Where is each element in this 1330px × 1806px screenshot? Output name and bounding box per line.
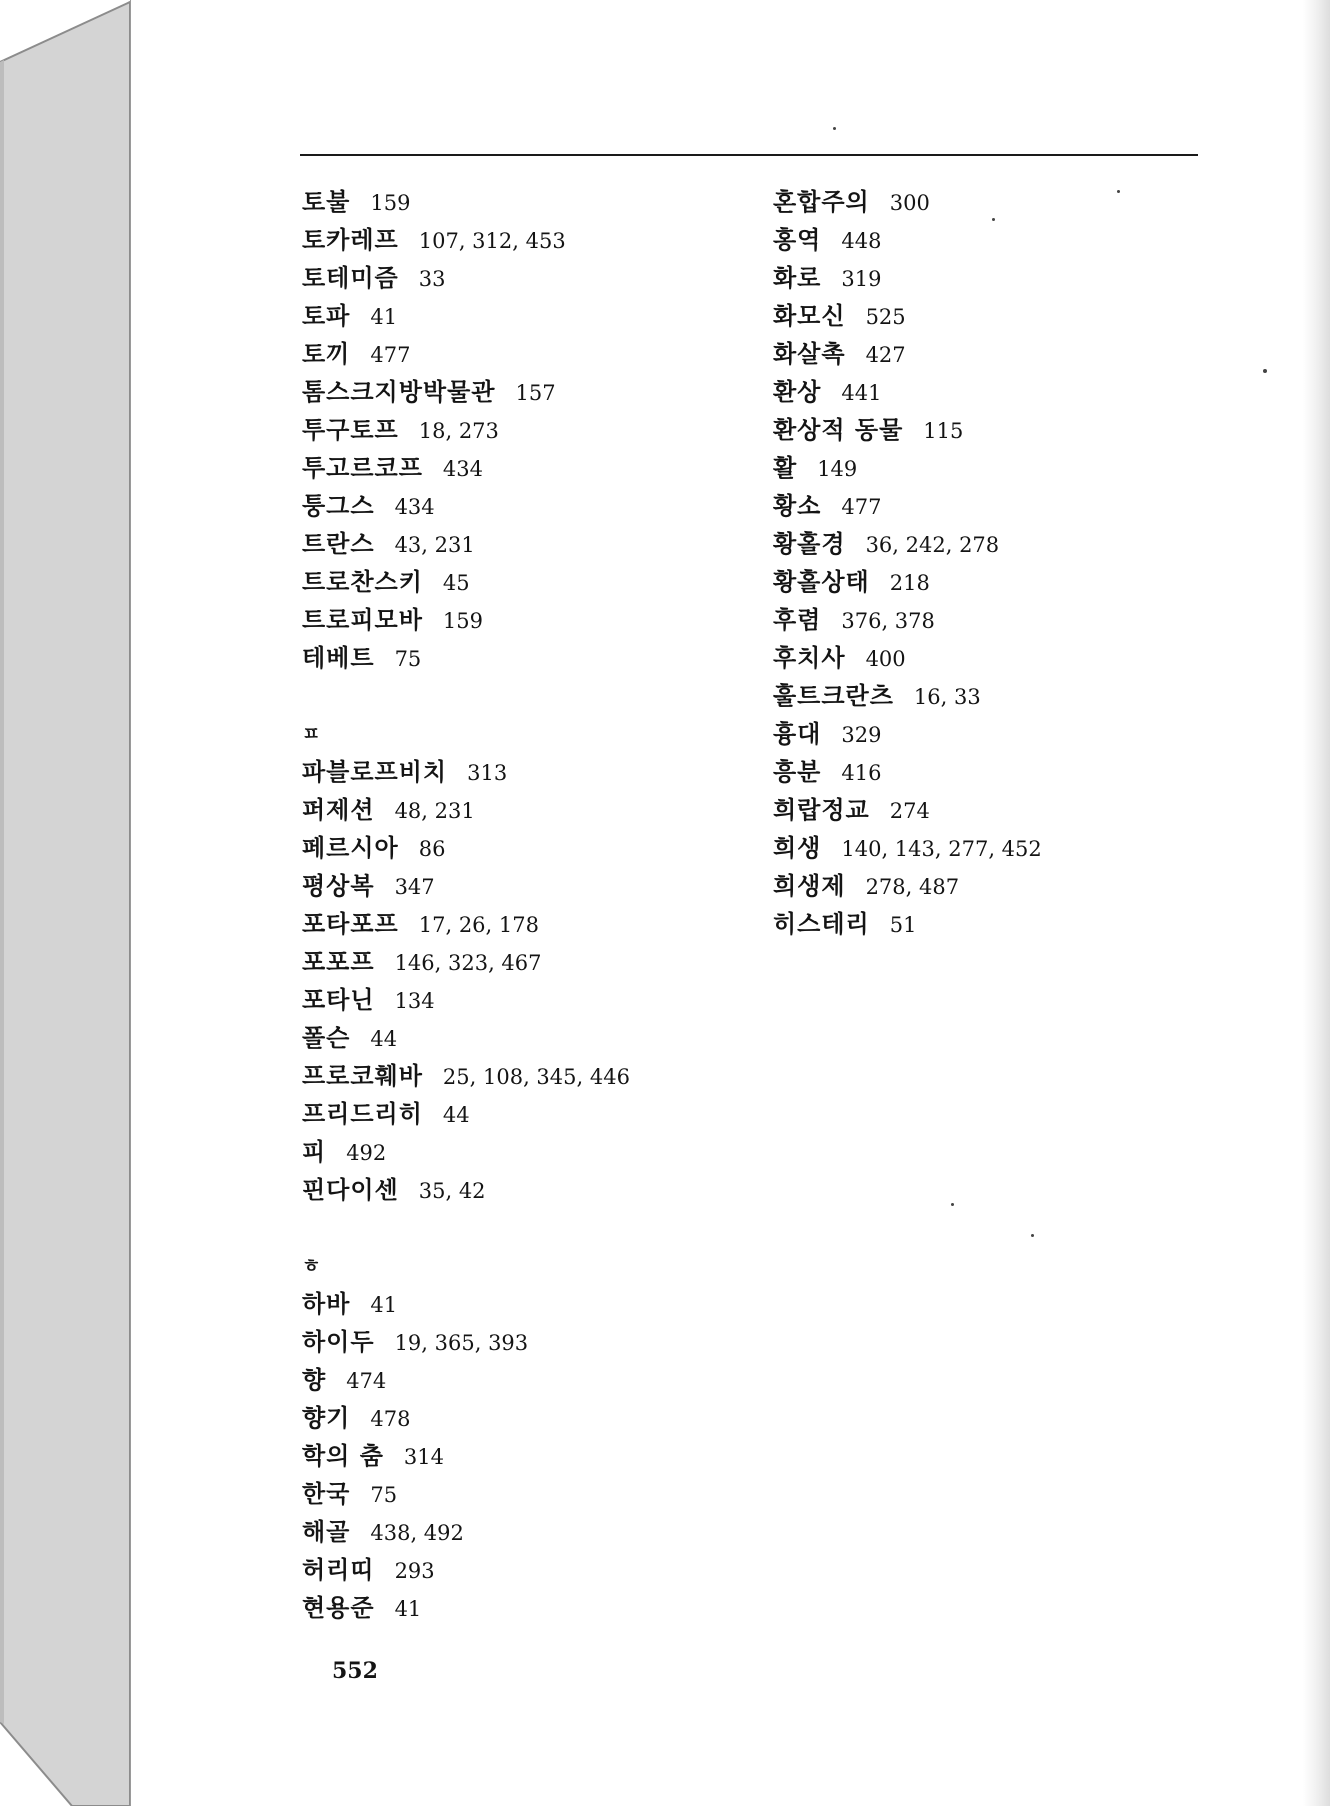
index-term: 황홀상태 [773, 568, 870, 596]
index-entry [302, 981, 630, 1019]
index-term: 하바 [302, 1290, 351, 1318]
index-entry [302, 1589, 630, 1627]
page-references: 477 [370, 343, 411, 367]
page-references: 107, 312, 453 [418, 229, 566, 253]
paper-speck [1031, 1234, 1034, 1237]
index-entry [773, 791, 1042, 829]
index-term: 톰스크지방박물관 [302, 378, 496, 406]
index-entry [773, 905, 1042, 943]
page-references: 43, 231 [394, 533, 475, 557]
index-entry [773, 525, 1042, 563]
page-references: 278, 487 [865, 875, 960, 899]
index-term: 트로찬스키 [302, 568, 423, 596]
page-references: 427 [865, 343, 906, 367]
page-references: 16, 33 [913, 685, 981, 709]
index-term: 훌트크란츠 [773, 682, 894, 710]
entry-group-p [302, 753, 630, 1209]
index-entry [302, 373, 630, 411]
page-references: 314 [403, 1445, 445, 1469]
page-references: 300 [889, 191, 930, 215]
page-references: 293 [394, 1559, 435, 1583]
index-term: 포포프 [302, 948, 375, 976]
page-references: 347 [394, 875, 435, 899]
page-references: 25, 108, 345, 446 [442, 1065, 630, 1089]
page-edge-shadow [1303, 0, 1330, 1806]
index-term: 투구토프 [302, 416, 399, 444]
entry-group-h [302, 1285, 630, 1627]
index-term: 향 [302, 1366, 327, 1394]
index-column-right [773, 183, 1042, 943]
page-references: 434 [394, 495, 435, 519]
index-term: 희생제 [773, 872, 846, 900]
index-entry [302, 525, 630, 563]
index-term: 트란스 [302, 530, 375, 558]
index-entry [773, 563, 1042, 601]
page-references: 478 [370, 1407, 411, 1431]
index-entry [302, 411, 630, 449]
header-rule [300, 154, 1198, 156]
page-references: 41 [394, 1597, 422, 1621]
entry-group-h-cont [773, 183, 1042, 943]
index-entry [773, 449, 1042, 487]
book-spine [0, 0, 132, 1806]
index-term: 트로피모바 [302, 606, 423, 634]
index-term: 환상 [773, 378, 822, 406]
index-entry [302, 753, 630, 791]
page-references: 157 [515, 381, 556, 405]
index-term: 퉁그스 [302, 492, 375, 520]
index-entry [773, 373, 1042, 411]
page-number: 552 [332, 1658, 378, 1684]
index-entry [302, 1475, 630, 1513]
page-references: 44 [442, 1103, 470, 1127]
page-references: 17, 26, 178 [418, 913, 539, 937]
page-references: 474 [346, 1369, 387, 1393]
index-term: 투고르코프 [302, 454, 423, 482]
page-references: 41 [370, 305, 398, 329]
paper-speck [1117, 190, 1120, 193]
index-entry [773, 183, 1042, 221]
page-references: 438, 492 [370, 1521, 464, 1545]
page-references: 51 [889, 913, 917, 937]
index-entry [302, 1133, 630, 1171]
page-references: 416 [841, 761, 882, 785]
index-entry [302, 487, 630, 525]
page-references: 146, 323, 467 [394, 951, 542, 975]
index-term: 하이두 [302, 1328, 375, 1356]
page-references: 35, 42 [418, 1179, 486, 1203]
page-references: 274 [889, 799, 930, 823]
page-references: 525 [865, 305, 906, 329]
section-heading-p: ㅍ [302, 723, 321, 745]
index-term: 혼합주의 [773, 188, 870, 216]
page-references: 75 [394, 647, 422, 671]
index-term: 학의 춤 [302, 1442, 384, 1470]
group-gap [302, 677, 630, 715]
index-term: 홍역 [773, 226, 822, 254]
paper-speck [1263, 369, 1267, 373]
page-references: 86 [418, 837, 446, 861]
index-term: 폴슨 [302, 1024, 351, 1052]
page-references: 75 [370, 1483, 398, 1507]
index-term: 황홀경 [773, 530, 846, 558]
page-references: 400 [865, 647, 906, 671]
index-term: 프리드리히 [302, 1100, 423, 1128]
index-entry [302, 297, 630, 335]
paper-speck [833, 127, 836, 130]
index-entry [773, 639, 1042, 677]
index-entry [773, 753, 1042, 791]
page-references: 36, 242, 278 [865, 533, 1000, 557]
index-term: 환상적 동물 [773, 416, 904, 444]
index-term: 테베트 [302, 644, 375, 672]
page-references: 159 [370, 191, 411, 215]
index-entry [302, 1285, 630, 1323]
index-entry [302, 601, 630, 639]
index-term: 파블로프비치 [302, 758, 448, 786]
page-references: 492 [346, 1141, 387, 1165]
index-entry [302, 791, 630, 829]
index-term: 포타포프 [302, 910, 399, 938]
index-entry [302, 335, 630, 373]
page-references: 159 [442, 609, 484, 633]
index-term: 화로 [773, 264, 822, 292]
index-entry [773, 677, 1042, 715]
entry-group-t [302, 183, 630, 677]
index-term: 현용준 [302, 1594, 375, 1622]
section-heading-h: ㅎ [302, 1255, 321, 1277]
index-term: 토카레프 [302, 226, 399, 254]
index-term: 프로코훼바 [302, 1062, 423, 1090]
index-entry [302, 639, 630, 677]
index-column-left [302, 183, 630, 1627]
index-entry [773, 601, 1042, 639]
index-term: 해골 [302, 1518, 351, 1546]
index-entry [302, 449, 630, 487]
page-references: 18, 273 [418, 419, 499, 443]
index-entry [302, 829, 630, 867]
index-term: 평상복 [302, 872, 375, 900]
page-references: 45 [442, 571, 470, 595]
index-term: 토끼 [302, 340, 351, 368]
index-term: 토테미즘 [302, 264, 399, 292]
index-entry [302, 1019, 630, 1057]
index-entry [773, 297, 1042, 335]
page-references: 329 [841, 723, 882, 747]
index-entry [773, 411, 1042, 449]
index-term: 한국 [302, 1480, 351, 1508]
page-references: 19, 365, 393 [394, 1331, 529, 1355]
page-references: 376, 378 [841, 609, 935, 633]
page-references: 44 [370, 1027, 398, 1051]
index-term: 핀다이센 [302, 1176, 399, 1204]
index-term: 향기 [302, 1404, 351, 1432]
index-entry [773, 259, 1042, 297]
index-entry [302, 943, 630, 981]
index-entry [773, 867, 1042, 905]
index-term: 토파 [302, 302, 351, 330]
index-entry [302, 1399, 630, 1437]
page-references: 149 [817, 457, 858, 481]
index-term: 히스테리 [773, 910, 870, 938]
page-references: 434 [442, 457, 484, 481]
index-entry [302, 1437, 630, 1475]
index-entry [773, 715, 1042, 753]
index-term: 포타닌 [302, 986, 375, 1014]
index-term: 희생 [773, 834, 822, 862]
page-references: 319 [841, 267, 882, 291]
index-entry [302, 183, 630, 221]
index-term: 페르시아 [302, 834, 399, 862]
page-references: 140, 143, 277, 452 [841, 837, 1042, 861]
index-term: 화살촉 [773, 340, 846, 368]
index-entry [302, 867, 630, 905]
index-term: 퍼제션 [302, 796, 375, 824]
index-entry [773, 487, 1042, 525]
index-term: 희랍정교 [773, 796, 870, 824]
page-references: 33 [418, 267, 446, 291]
page-references: 477 [841, 495, 882, 519]
index-term: 화모신 [773, 302, 846, 330]
page-references: 134 [394, 989, 435, 1013]
group-gap [302, 1209, 630, 1247]
index-entry [302, 1361, 630, 1399]
paper-speck [951, 1203, 954, 1206]
index-entry [773, 221, 1042, 259]
index-term: 황소 [773, 492, 822, 520]
index-term: 토불 [302, 188, 351, 216]
index-term: 후렴 [773, 606, 822, 634]
index-term: 후치사 [773, 644, 846, 672]
index-entry [302, 1513, 630, 1551]
page-references: 313 [467, 761, 508, 785]
page-references: 41 [370, 1293, 398, 1317]
index-entry [302, 905, 630, 943]
index-entry [302, 259, 630, 297]
page-references: 218 [889, 571, 930, 595]
page-references: 48, 231 [394, 799, 475, 823]
page-references: 115 [923, 419, 964, 443]
index-term: 흉대 [773, 720, 822, 748]
index-entry [773, 829, 1042, 867]
index-term: 활 [773, 454, 798, 482]
index-entry [302, 221, 630, 259]
index-term: 허리띠 [302, 1556, 375, 1584]
page-references: 441 [841, 381, 882, 405]
page-references: 448 [841, 229, 882, 253]
index-entry [302, 563, 630, 601]
index-entry [773, 335, 1042, 373]
index-term: 흥분 [773, 758, 822, 786]
index-entry [302, 1057, 630, 1095]
index-term: 피 [302, 1138, 327, 1166]
index-entry [302, 1095, 630, 1133]
index-entry [302, 1323, 630, 1361]
index-entry [302, 1171, 630, 1209]
index-entry [302, 1551, 630, 1589]
